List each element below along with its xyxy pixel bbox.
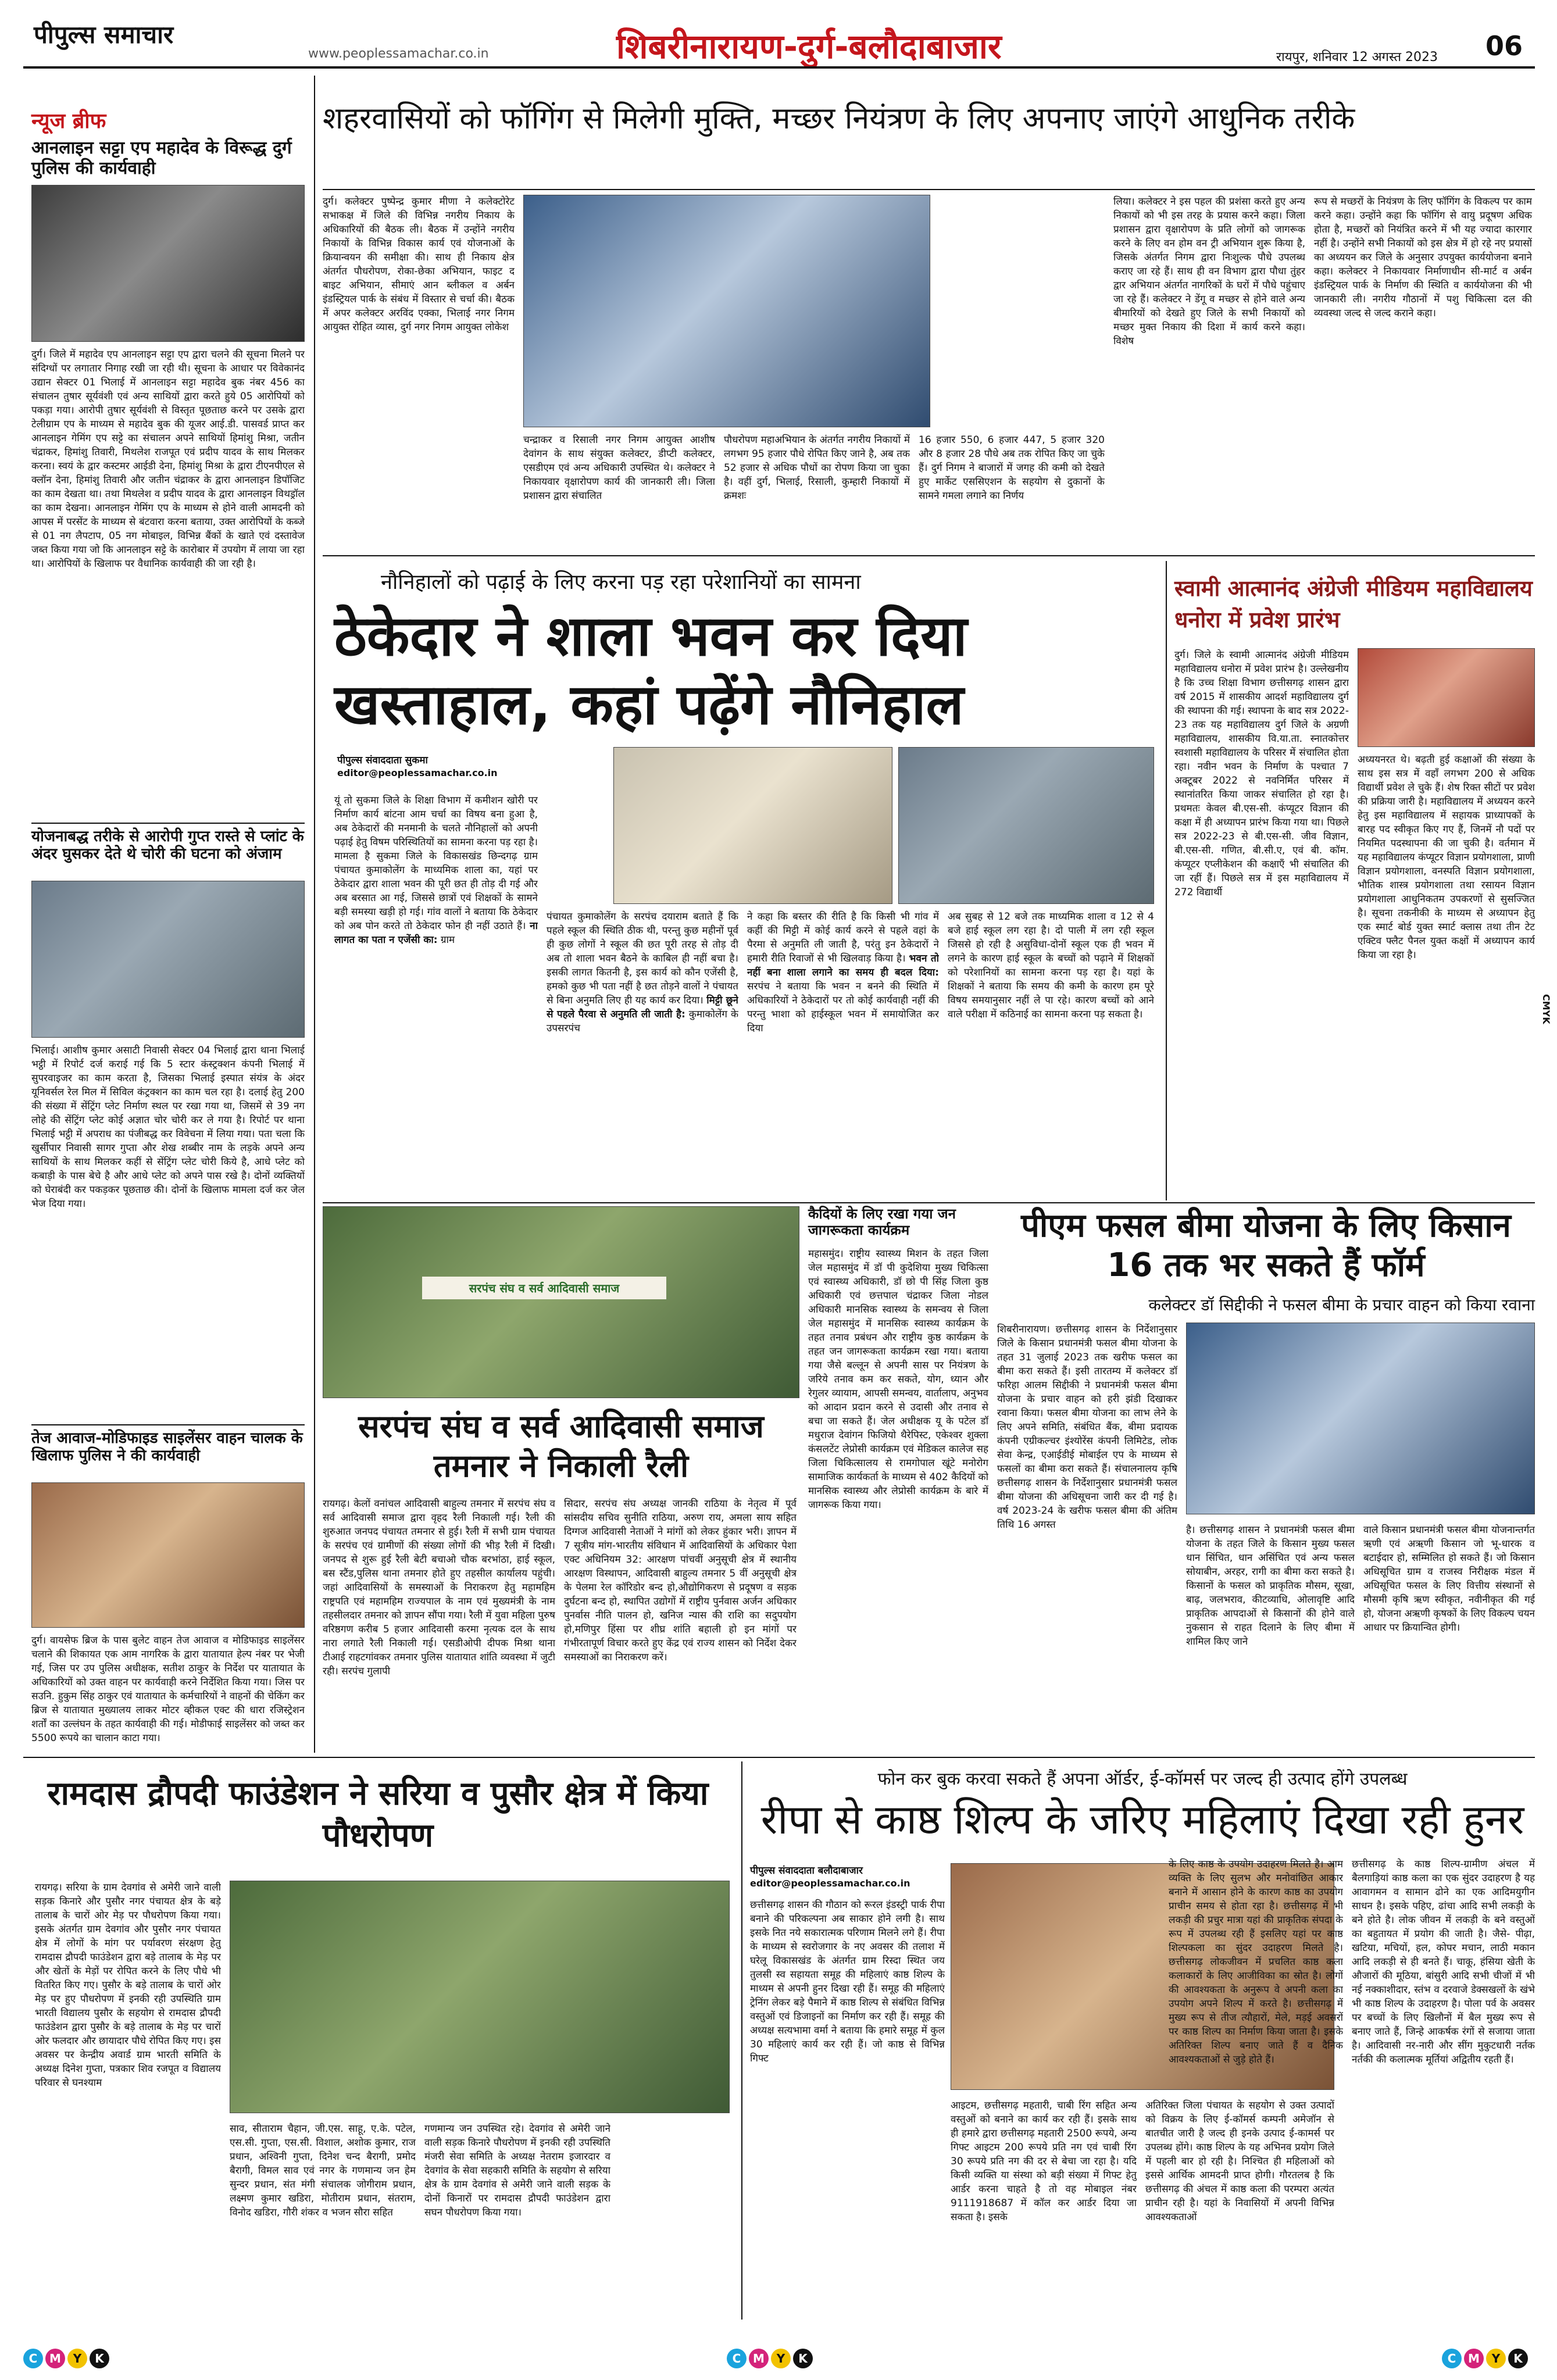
school-story-email[interactable]: editor@peoplessamachar.co.in — [337, 767, 498, 778]
crop-story-photo — [1186, 1323, 1535, 1514]
cmyk-c-dot: C — [1442, 2349, 1462, 2368]
cmyk-c-dot: C — [23, 2349, 43, 2368]
brief-3-photo — [31, 1482, 305, 1628]
top-story — [323, 78, 1535, 602]
craft-story-col-2: आइटम, छत्तीसगढ़ महतारी, चाबी रिंग सहित अन्य वस्तुओं को बनाने का कार्य कर रही हैं। इसके साथ ही हमारे द्वारा छत्तीसगढ़ महतारी 2500 रूपये, अन्य गिफ्ट आइटम 200 रूपये प्रति नग एवं चाबी रिंग 30 रूपये प्रति नग की दर से बेचा जा रहा है। यदि किसी व्यक्ति या संस्था को बड़ी संख्या में गिफ्ट हेतु आर्डर करना चाहते है तो वह मोबाइल नंबर 9111918687 में कॉल कर आर्डर दिया जा सकता है। इसके — [951, 2100, 1137, 2223]
crop-story — [997, 1206, 1535, 1753]
school-col-2-text: पंचायत कुमाकोलेंग के सरपंच दयाराम बताते हैं कि पहले स्कूल की स्थिति ठीक थी, परन्तु कुछ महीनों पूर्व ही कुछ लोगों ने स्कूल की छत पूरी तरह से तोड़ दी अब तो शाला भवन बैठने के काबिल ही नहीं बचा है। इसकी लागत कितनी है, इस कार्य को कौन एजेंसी है, हमको कुछ भी पता नहीं है छत तोड़ने वालों ने पंचायत से बिना अनुमति लिए ही यह कार्य कर दिया। — [547, 911, 738, 1006]
school-subbody-3: सरपंच ने बताया कि भवन न बनने की स्थिति में अधिकारियों ने ठेकेदारों पर तो कोई कार्यवाही नहीं की परन्तु भाशा को हाईस्कूल भवन में समायोजित कर दिया — [747, 981, 939, 1034]
college-story — [1174, 573, 1535, 1200]
school-story-col-2 — [547, 910, 738, 1166]
craft-story-byline: पीपुल्स संवाददाता बलौदाबाजार — [750, 1865, 863, 1877]
top-story-headline: शहरवासियों को फॉगिंग से मिलेगी मुक्ति, मच्छर नियंत्रण के लिए अपनाए जाएंगे आधुनिक तरीके — [323, 101, 1355, 136]
craft-story-headline: रीपा से काष्ठ शिल्प के जरिए महिलाएं दिखा रही हुनर — [760, 1796, 1524, 1843]
plantation-story — [23, 1761, 735, 2343]
school-col-3-text: ने कहा कि बस्तर की रीति है कि किसी भी गांव में कहीं की मिट्टी में कोई कार्य करने से पहले वहां के पैरमा से अनुमति ली जाती है, परंतु इन ठेकेदारों ने हमारी रीति रिवाजों से भी खिलवाड़ किया है। — [747, 911, 939, 964]
school-story-col-3 — [747, 910, 939, 1166]
brief-2-photo — [31, 881, 305, 1038]
plantation-story-headline: रामदास द्रौपदी फाउंडेशन ने सरिया व पुसौर क्षेत्र में किया पौधरोपण — [47, 1775, 709, 1854]
top-story-col-1: दुर्ग। कलेक्टर पुष्पेन्द्र कुमार मीणा ने कलेक्टोरेट सभाकक्ष में जिले की विभिन्न नगरीय निकाय के अधिकारियों की बैठक ली। बैठक में उन्होंने नगरीय निकायों के विभिन्न विकास कार्य एवं योजनाओं के क्रियान्वयन की समीक्षा की। साथ ही निकाय क्षेत्र अंतर्गत पौधरोपण, रोका-छेका अभियान, फाइट द बाइट अभियान, सीमाएं आन ब्लीकल व अर्बन इंडस्ट्रियल पार्क के संबंध में विस्तार से चर्चा की। बैठक में अपर कलेक्टर अरविंद एक्का, भिलाई नगर निगम आयुक्त रोहित व्यास, दुर्ग नगर निगम आयुक्त लोकेश — [323, 196, 515, 333]
health-story — [808, 1206, 988, 1753]
cmyk-c-dot: C — [727, 2349, 747, 2368]
craft-story-email[interactable]: editor@peoplessamachar.co.in — [750, 1878, 910, 1889]
cmyk-y-dot: Y — [67, 2349, 87, 2368]
health-story-headline: कैदियों के लिए रखा गया जन जागरूकता कार्यक्रम — [808, 1206, 956, 1238]
brief-2-headline: योजनाबद्ध तरीके से आरोपी गुप्त रास्ते से प्लांट के अंदर घुसकर देते थे चोरी की घटना को अंजाम — [31, 828, 304, 863]
masthead-rule — [23, 66, 1535, 69]
crop-story-col-2: है। छत्तीसगढ़ शासन ने प्रधानमंत्री फसल बीमा योजना के तहत जिले के किसान मुख्य फसल धान सिंचित, धान असिंचित एवं अन्य फसल सोयाबीन, अरहर, रागी का बीमा करा सकते है। किसानों के फसल को प्राकृतिक मौसम, सूखा, बाढ़, जलभराव, कीटव्याधि, ओलावृष्टि आदि प्राकृतिक आपदाओं से किसानों की होने वाले नुकसान से राहत दिलाने के लिए बीमा में शामिल किए जाने — [1186, 1524, 1355, 1648]
college-column-divider — [1166, 561, 1167, 1200]
side-cmyk-label: CMYK — [1541, 994, 1552, 1024]
school-story-photo-1 — [613, 747, 892, 904]
paper-logo — [34, 17, 185, 52]
school-subhead-3: भवन तो नहीं बना शाला लगाने का समय ही बदल दिया: — [747, 953, 939, 978]
brief-3-body: दुर्ग। वायसेफ ब्रिज के पास बुलेट वाहन तेज आवाज व मोडिफाइड साइलेंसर चलाने की शिकायत एक आम नागरिक के द्वारा यातायात हेल्प नंबर पर भेजी गई, जिस पर उप पुलिस अधीक्षक, सतीश ठाकुर के निर्देश पर यातायात के अधिकारियों को उक्त वाहन पर कार्यवाही करने निर्देशित किया गया। जिस पर सउनि. हुकुम सिंह ठाकुर एवं यातायात के कर्मचारियों ने वाहनों की चेकिंग कर ब्रिज से यातायात मुख्यालय लाकर मोटर व्हीकल एक्ट की धारा रजिस्ट्रेशन शर्तों का उल्लंघन के तहत कार्यवाही की गई। मोडीफाई साइलेंसर को जब्त कर 5500 रूपये का चालान काटा गया। — [31, 1635, 305, 1744]
plantation-story-col-1: रायगढ़। सरिया के ग्राम देवगांव से अमेरी जाने वाली सड़क किनारे और पुसौर नगर पंचायत क्षेत्र के बड़े तालाब के चारों ओर मेड़ पर पौधरोपण किया गया। इसके अंतर्गत ग्राम देवगांव और पुसौर नगर पंचायत क्षेत्र में लोगों के मांग पर पर्यावरण संरक्षण हेतु रामदास द्रौपदी फाउंडेशन द्वारा बड़े तालाब के मेड़ पर और खेतों के मेड़ों पर रोपित करने के लिए पौधे भी वितरित किए गए। पुसौर के बड़े तालाब के चारों ओर मेड़ पर हुए पौधरोपण में इनकी रही उपस्थिति ग्राम भारती विद्यालय पुसौर के सहयोग से रामदास द्रौपदी फाउंडेशन द्वारा पुसौर के बड़े तालाब के मेड़ पर चारों ओर फलदार और छायादार पौधे रोपित किए गए। इस अवसर पर केन्द्रीय अवार्ड ग्राम भारती समिति के अध्यक्ष दिनेश गुप्ता, पत्रकार शिव रजपूत व विद्यालय परिवार से घनश्याम — [35, 1882, 221, 2089]
rally-photo — [323, 1206, 799, 1398]
school-story-byline: पीपुल्स संवाददाता सुकमा — [337, 755, 428, 766]
rally-banner: सरपंच संघ व सर्व आदिवासी समाज — [422, 1277, 666, 1299]
cmyk-k-dot: K — [793, 2349, 813, 2368]
rally-story-col-1: रायगढ़। केलों वनांचल आदिवासी बाहुल्य तमनार में सरपंच संघ व सर्व आदिवासी समाज द्वारा वृहद रैली निकाली गई। रैली की शुरुआत जनपद पंचायत तमनार से हुई। रैली में सभी ग्राम पंचायत के सरपंच एवं ग्रामीणों की संख्या लोगों की भीड़ रैली में दिखी। जनपद से शुरू हुई रैली बेटी बचाओ चौक बरभांठा, हाई स्कूल, बस स्टैंड,पुलिस थाना तमनार होते हुए तहसील कार्यालय पहुंची। जहां आदिवासियों के समस्याओं के निराकरण हेतु महामहिम राष्ट्रपति एवं महामहिम राज्यपाल के नाम एवं मुख्यमंत्री के नाम तहसीलदार तमनार को ज्ञापन सौंपा गया। रैली में युवा महिला पुरुष वरिष्ठगण करीब 5 हजार आदिवासी करमा नृत्यक दल के साथ नारा लगाते रैली निकाली गई। एसडीओपी दीपक मिश्रा थाना टीआई राहटगांवकर तमनार पुलिस यातायात शांति व्यवस्था में जुटी रही। सरपंच गुलापी — [323, 1498, 555, 1677]
school-story-photo-2 — [898, 747, 1154, 904]
cmyk-k-dot: K — [90, 2349, 109, 2368]
craft-story-kicker: फोन कर बुक करवा सकते हैं अपना ऑर्डर, ई-कॉमर्स पर जल्द ही उत्पाद होंगे उपलब्ध — [877, 1769, 1408, 1789]
school-subbody-1: ग्राम — [441, 934, 455, 946]
brief-1-body: दुर्ग। जिले में महादेव एप आनलाइन सट्टा एप द्वारा चलने की सूचना मिलने पर संदिग्धों पर लगातार निगाह रखी जा रही थी। सूचना के आधार पर विवेकानंद उद्यान सेक्टर 01 भिलाई में आनलाइन सट्टा महादेव बुक नंबर 456 का संचालन तुषार सूर्यवंशी एवं अन्य साथियों द्वारा करते हुये 05 आरोपियों को पकड़ा गया। आरोपी तुषार सूर्यवंशी से विस्तृत पूछताछ करने पर उसके द्वारा टेलीग्राम एप के माध्यम से महादेव बुक की यूजर आई.डी. पासवर्ड प्राप्त कर आनलाइन गेमिंग एप सट्टे का संचालन अपने साथियों हिमांशु मिश्रा, जतीन चंद्राकर, हिमांशु तिवारी, मिथलेश राजपूत एवं प्रदीप यादव के साथ मिलकर करना। स्वयं के द्वार कस्टमर आईडी देना, हिमांशु मिश्रा के द्वारा टीएनपीएल से क्लॉन देना, हिमांशु तिवारी और जतीन चंद्राकर के द्वारा आनलाइन डिपॉजिट का काम देखता था। तथा मिथलेश व प्रदीप यादव के द्वारा आनलाइन विथड्रॉल का काम देखना। आनलाइन गेमिंग एप के माध्यम से होने वाली आमदनी को आपस में परसेंट के माध्यम से बंटवारा करना बताया, उक्त आरोपियों के कब्जे से 01 नग लैपटाप, 05 नग मोबाइल, विभिन्न बैंकों के खाते एवं दस्तावेज जब्त किया गया जो कि आनलाइन सट्टे के कारोबार में उपयोग में लाया जा रहा था। आरोपियों के खिलाफ पर वैधानिक कार्यवाही की जा रही है। — [31, 349, 305, 570]
plantation-story-col-2: साव, सीताराम चैहान, जी.एस. साहू, ए.के. पटेल, एस.सी. गुप्ता, एस.सी. विशाल, अशोक कुमार, राज प्रधान, अश्विनी गुप्ता, दिनेश चन्द बैरागी, प्रमोद बैरागी, विमल साव एवं नगर के गणमान्य जन हेम सुन्दर प्रधान, संत मंगी संचालक जोगीराम प्रधान, लक्ष्मण कुमार खडिरा, मोतीराम प्रधान, संतराम, विनोद खडिरा, गौरी शंकर व भजन सौरा सहित — [230, 2123, 416, 2218]
plantation-photo — [230, 1881, 730, 2113]
plantation-story-col-3: गणमान्य जन उपस्थित रहे। देवगांव से अमेरी जाने वाली सड़क किनारे पौधरोपण में इनकी रही उपस्थिति मंजरी सेवा समिति के अध्यक्ष नेतराम इजारदार व देवगांव के सेवा सहकारी समिति के सहयोग से सरिया क्षेत्र के ग्राम देवगांव से अमेरी जाने वाली सड़क के दोनों किनारों पर रामदास द्रौपदी फाउंडेशन द्वारा सघन पौधरोपण किया गया। — [424, 2123, 610, 2218]
cmyk-group-right — [1442, 2349, 1530, 2368]
news-brief-label: न्यूज ब्रीफ — [31, 109, 106, 133]
brief-1-photo — [31, 185, 305, 342]
crop-story-subhead: कलेक्टर डॉ सिद्दीकी ने फसल बीमा के प्रचार वाहन को किया रवाना — [1148, 1295, 1535, 1314]
crop-story-col-1: शिबरीनारायण। छत्तीसगढ़ शासन के निर्देशानुसार जिले के किसान प्रधानमंत्री फसल बीमा योजना के तहत 31 जुलाई 2023 तक खरीफ फसल का बीमा करा सकते हैं। इसी तारतम्य में कलेक्टर डॉ फरिहा आलम सिद्दीकी ने प्रधानमंत्री फसल बीमा योजना के प्रचार वाहन को हरी झंडी दिखाकर रवाना किया। फसल बीमा योजना का लाभ लेने के लिए अपने समिति, संबंधित बैंक, बीमा प्रदायक कंपनी एग्रीकल्चर इंश्योरेंस कंपनी लिमिटेड, लोक सेवा केन्द्र, एआईडीई मोबाईल एप के माध्यम से फसलों का बीमा करा सकते हैं। संचालनालय कृषि छत्तीसगढ़ शासन के निर्देशानुसार प्रधानमंत्री फसल बीमा योजना की अधिसूचना जारी कर दी गई है। वर्ष 2023-24 के खरीफ फसल बीमा की अंतिम तिथि 16 अगस्त — [997, 1324, 1177, 1531]
college-story-headline: स्वामी आत्मानंद अंग्रेजी मीडियम महाविद्यालय धनोरा में प्रवेश प्रारंभ — [1174, 576, 1533, 632]
college-story-photo — [1358, 648, 1535, 747]
top-story-col-5: लिया। कलेक्टर ने इस पहल की प्रशंसा करते हुए अन्य निकायों को भी इस तरह के प्रयास करने कहा। जिला प्रशासन द्वारा वृक्षारोपण के प्रति लोगों को जागरूक करने के लिए वन होम वन ट्री अभियान शुरू किया है, जिसके अंतर्गत निगम द्वारा निःशुल्क पौधे उपलब्ध कराए जा रहे हैं। साथ ही वन विभाग द्वारा पौधा तुंहर द्वार अभियान अंतर्गत नागरिकों के घरों में पौधे पहुंचाए जा रहे हैं। कलेक्टर ने डेंगू व मच्छर से होने वाले अन्य बीमारियों को देखते हुए जिले के सभी निकायों को मच्छर मुक्त निकाय की दिशा में कार्य करने कहा। विशेष — [1113, 196, 1305, 347]
cmyk-y-dot: Y — [771, 2349, 791, 2368]
cmyk-m-dot: M — [1464, 2349, 1484, 2368]
bottom-band-rule — [23, 1757, 1535, 1758]
college-story-col-2: अध्ययनरत थे। बढ़ती हुई कक्षाओं की संख्या के साथ इस सत्र में वहाँ लगभग 200 से अधिक विद्यार्थी प्रवेश ले चुके हैं। शेष रिक्त सीटों पर प्रवेश की प्रक्रिया जारी है। महाविद्यालय में अध्ययन करने हेतु इस महाविद्यालय में सहायक प्राध्यापकों के बारह पद स्वीकृत किए गए हैं, जिनमें नौ पदों पर नियमित पदस्थापना की जा चुकी है। वर्तमान में यह महाविद्यालय कंप्यूटर विज्ञान प्रयोगशाला, प्राणी विज्ञान प्रयोगशाला, वनस्पति विज्ञान प्रयोगशाला, भौतिक शास्त्र प्रयोगशाला तथा रसायन विज्ञान प्रयोगशाला आधुनिकतम उपकरणों से सुसज्जित है। सूचना तकनीकी के माध्यम से अध्यापन हेतु एक स्मार्ट बोर्ड युक्त स्मार्ट क्लास तथा तीन टेट एक्टिव फ्लैट पैनल युक्त कक्षों में अध्यापन कार्य किया जा रहा है। — [1358, 754, 1535, 961]
top-story-rule — [323, 189, 1535, 190]
page-number: 06 — [1485, 30, 1523, 62]
health-story-body: महासमुंद। राष्ट्रीय स्वास्थ्य मिशन के तहत जिला जेल महासमुंद में डॉ पी कुदेशिया मुख्य चिकित्सा एवं स्वास्थ्य अधिकारी, डॉ छो पी सिंह जिला कुष्ठ अधिकारी एवं छत्तपाल चंद्राकर जिला नोडल अधिकारी मानसिक स्वास्थ्य के समन्वय से जिला जेल महासमुंद में मानसिक स्वास्थ्य कार्यक्रम के तहत तनाव प्रबंधन और राष्ट्रीय कुष्ठ कार्यक्रम के तहत जन जागरूकता कार्यक्रम रखा गया। बताया गया जैसे बल्लून से अपनी सास पर नियंत्रण के जरिये तनाव कम कर सकते, योग, ध्यान और रेगुलर व्यायाम, आपसी समन्वय, वार्तालाप, अनुभव को आदान प्रदान करने से उदासी और तनाव से बचा जा सकते हैं। जेल अधीक्षक यू के पटेल डॉ मधुराज देवांगन फिजियो थैरेपिस्ट, एकेश्वर शुक्ला कंसलटेंट लेप्रोसी कार्यक्रम एवं मेडिकल कालेज सह जिला चिकित्सालय से रामगोपाल खूंटे मनोरोग सामाजिक कार्यकर्ता के माध्यम से 402 कैदियों को मानसिक स्वास्थ्य और लेप्रोसी कार्यक्रम के बारे में जागरूक किया गया। — [808, 1248, 988, 1511]
cmyk-k-dot: K — [1508, 2349, 1528, 2368]
crop-story-col-3: वाले किसान प्रधानमंत्री फसल बीमा योजनान्तर्गत ऋणी एवं अऋणी किसान जो भू-धारक व बटाईदार हो, सम्मिलित हो सकते हैं। जो किसान अधिसूचित ग्राम व राजस्व निरीक्षक मंडल में अधिसूचित फसल के लिए वित्तीय संस्थानों से मौसमी कृषि ऋण स्वीकृत, नवीनीकृत की गई हो, योजना अऋणी कृषकों के लिए विकल्प चयन आधार पर क्रियान्वित होगी। — [1363, 1524, 1535, 1634]
brief-2-body: भिलाई। आशीष कुमार असाटी निवासी सेक्टर 04 भिलाई द्वारा थाना भिलाई भट्ठी में रिपोर्ट दर्ज कराई गई कि 5 स्टार कंस्ट्रक्शन कंपनी भिलाई में सुपरवाइजर का काम करता है, जिसका भिलाई इस्पात संयंत्र के अंदर यूनिवर्सल रेल मिल में सिविल कंट्रक्शन का काम चल रहा है। दलाई हेतु 200 की संख्या में सेंट्रिंग प्लेट निर्माण स्थल पर रखा गया था, जिसमें से 39 नग लोहे की सेंट्रिंग प्लेट कोई अज्ञात चोर चोरी कर ले गया है। रिपोर्ट पर थाना भिलाई भट्ठी में अपराध का पंजीबद्ध कर विवेचना में लिया गया। पता चला कि खुर्सीपार निवासी सागर गुप्ता और शेख शब्बीर नाम के लड़के अपने अन्य साथियों के साथ मिलकर कहीं से सेंट्रिंग प्लेट चोरी किये है, आधे प्लेट को कबाड़ी के पास बेचे है और आधे प्लेट को अपने पास रखे है। दोनों व्यक्तियों को घेराबंदी कर पकड़कर पूछताछ की। दोनों के खिलाफ मामला दर्ज कर जेल भेज दिया गया। — [31, 1045, 305, 1210]
craft-story-col-4-block: के लिए काष्ठ के उपयोग उदाहरण मिलते है। आम व्यक्ति के लिए सुलभ और मनोवांछित आकार बनाने में आसान होने के कारण काष्ठ का उपयोग प्राचीन समय से होता रहा है। छत्तीसगढ़ में भी लकड़ी की प्रचुर मात्रा यहां की प्राकृतिक संपदा के रूप में उपलब्ध रही हैं इसलिए यहां पर काष्ठ शिल्पकला का सुंदर उदाहरण मिलते है। छत्तीसगढ़ लोकजीवन में प्रचलित काष्ठ कला कलाकारों के लिए आजीविका का स्रोत है। लोगों की आवश्यकता के अनुरूप वे अपनी कला का उपयोग अपने शिल्प में करते है। छत्तीसगढ़ में मुख्य रूप से तीज त्यौहारों, मेले, मड़ई अवसरों पर काष्ठ शिल्प का निर्माण किया जाता है। इसके अतिरिक्त शिल्प बनाए जाते हैं व दैनिक आवश्यकताओं से जुड़े होते हैं। — [1169, 1859, 1343, 2065]
brief-3-headline: तेज आवाज-मोडिफाइड साइलेंसर वाहन चालक के खिलाफ पुलिस ने की कार्यवाही — [31, 1430, 303, 1464]
brief-divider-1 — [31, 823, 305, 824]
paper-name: पीपुल्स समाचार — [34, 20, 174, 49]
school-subhead-2: मिट्टी छूने से पहले पैरवा से अनुमति ली जाती है: — [547, 995, 738, 1020]
school-story-headline: ठेकेदार ने शाला भवन कर दिया खस्ताहाल, कहां पढ़ेंगे नौनिहाल — [334, 603, 967, 737]
school-story-col-1 — [334, 794, 538, 1166]
rally-story-headline: सरपंच संघ व सर्व आदिवासी समाज तमनार ने निकाली रैली — [358, 1408, 764, 1484]
bottom-column-divider — [741, 1761, 742, 2320]
school-subhead-1: ना लागत का पता न एजेंसी का: — [334, 920, 538, 946]
school-story-col-4: अब सुबह से 12 बजे तक माध्यमिक शाला व 12 से 4 बजे हाई स्कूल लग रहा है। दो पाली में लग रही स्कूल जिससे हो रही है असुविधा-दोनों स्कूल एक ही भवन में लगने के कारण हाई स्कूल के बच्चों को पढ़ाने में शिक्षकों को परेशानियों का सामना करना पड़ रहा है। यहां के शिक्षकों ने बताया कि समय की कमी के कारण हम पूरे विषय समयानुसार नहीं ले पा रहे। कारण बच्चों को आने वाले परीक्षा में कठिनाई का सामना करना पड़ सकता है। — [948, 911, 1154, 1020]
middle-band-rule — [323, 1202, 1535, 1203]
craft-story-col-1: छत्तीसगढ़ शासन की गौठान को रूरल इंडस्ट्री पार्क रीपा बनाने की परिकल्पना अब साकार होने लगी है। साथ इसके नित नये सकारात्मक परिणाम मिलने लगे हैं। रीपा के माध्यम से स्वरोजगार के नए अवसर की तलाश में घरेलू विकासखंड के अंतर्गत ग्राम रिस्दा स्थित जय तुलसी स्व सहायता समूह की महिलाएं काष्ठ शिल्प के माध्यम से अपनी हुनर दिखा रही हैं। समूह की महिलाएं ट्रेनिंग लेकर बड़े पैमाने में काष्ठ शिल्प से संबंधित विभिन्न वस्तुओं एवं डिजाइनों का निर्माण कर रही हैं। समूह की अध्यक्ष सत्यभामा वर्मा ने बताया कि हमारे समूह में कुल 30 महिलाएं कार्य कर रही हैं। जो काष्ठ से विभिन्न गिफ्ट — [750, 1899, 945, 2064]
crop-story-headline: पीएम फसल बीमा योजना के लिए किसान 16 तक भर सकते हैं फॉर्म — [1021, 1207, 1511, 1284]
school-story — [323, 561, 1160, 1200]
school-subbody-2: कुमाकोलेंग के उपसरपंच — [547, 1009, 738, 1034]
top-story-col-3: पौधरोपण महाअभियान के अंतर्गत नगरीय निकायों में लगभग 95 हजार पौधे रोपित किए जाने है, अब तक 52 हजार से अधिक पौधों का रोपण किया जा चुका है। वहीं दुर्ग, भिलाई, रिसाली, कुम्हारी निकायों में क्रमशः — [724, 434, 910, 502]
top-story-bottom-rule — [323, 555, 1535, 556]
top-story-col-4: 16 हजार 550, 6 हजार 447, 5 हजार 320 और 8 हजार 28 पौधे अब तक रोपित किए जा चुके हैं। दुर्ग निगम ने बाजारों में जगह की कमी को देखते हुए मार्केट एससिएशन के सहयोग से दुकानों के सामने गमला लगाने का निर्णय — [919, 434, 1105, 502]
masthead — [0, 0, 1557, 69]
news-brief-column — [23, 76, 308, 1820]
craft-story-col-5: छत्तीसगढ़ के काष्ठ शिल्प-ग्रामीण अंचल में बैलगाड़ियां काष्ठ कला का एक सुंदर उदाहरण है यह आवागमन व सामान ढोने का एक आदिमयुगीन साधन है। इसके पहिए, ढांचा आदि सभी लकड़ी के बने होते है। लोक जीवन में लकड़ी के बने वस्तुओं का बहुतायत में प्रयोग की जाती है। जैसे- पीढ़ा, खटिया, मचियों, हल, कोपर मचान, लाठी मकान आदि लकड़ी से ही बनते हैं। चाकू, हंसिया खेती के औजारों की मूठिया, बांसुरी आदि सभी चीजों में भी नई नक्काशीदार, स्तंभ व दरवाजे डेक्सखलों के खंभे भी काष्ठ शिल्प के उदाहरण है। पोला पर्व के अवसर पर बच्चों के लिए खिलौनों में बैल मुख्य रूप से बनाए जाते हैं, जिन्हे आकर्षक रंगों से सजाया जाता है। आदिवासी नर-नारी और सींग मुकुटधारी नर्तक नर्तकी की कलात्मक मूर्तियां अद्वितीय रहती हैं। — [1352, 1859, 1535, 2065]
craft-story-col-3: अतिरिक्त जिला पंचायत के सहयोग से उक्त उत्पादों को विक्रय के लिए ई-कॉमर्स कम्पनी अमेजॉन से बातचीत जारी है जल्द ही इनके उत्पाद ई-कामर्स पर उपलब्ध होंगे। काष्ठ शिल्प के यह अभिनव प्रयोग जिले में पहली बार हो रही है। निश्चित ही महिलाओं को इससे आर्थिक आमदनी प्राप्त होगी। गौरतलब है कि छत्तीसगढ़ की अंचल में काष्ठ कला की परम्परा अत्यंत प्राचीन रही है। यहां के निवासियों में अपनी विभिन्न आवश्यकताओं — [1145, 2100, 1334, 2223]
site-url[interactable]: www.peoplessamachar.co.in — [308, 47, 489, 61]
brief-divider-2 — [31, 1424, 305, 1425]
cmyk-group-left — [23, 2349, 112, 2368]
footer-cmyk-marks — [23, 2349, 1535, 2374]
cmyk-group-center — [727, 2349, 815, 2368]
rally-story — [323, 1206, 799, 1753]
brief-1-headline: आनलाइन सट्टा एप महादेव के विरूद्ध दुर्ग पुलिस की कार्यवाही — [31, 138, 292, 178]
top-story-col-6: रूप से मच्छरों के नियंत्रण के लिए फॉगिंग के विकल्प पर काम करने कहा। उन्होंने कहा कि फॉगिंग से वायु प्रदूषण अधिक होता है, मच्छरों को नियंत्रित करने में भी यह ज्यादा कारगार नहीं है। उन्होंने सभी निकायों को इस क्षेत्र में हो रहे नए प्रयासों का अध्ययन कर जिले के अनुसार उपयुक्त कार्ययोजना बनाने कहा। कलेक्टर ने निकायवार निर्माणाधीन सी-मार्ट व अर्बन इंडस्ट्रियल पार्क के निर्माण की स्थिति व कार्ययोजना की भी जानकारी ली। नगरीय गौठानों में पशु चिकित्सा दल की व्यवस्था जल्द से जल्द कराने कहा। — [1314, 196, 1532, 319]
top-story-photo — [523, 195, 930, 427]
school-story-kicker: नौनिहालों को पढ़ाई के लिए करना पड़ रहा परेशानियों का सामना — [381, 570, 861, 594]
dateline: रायपुर, शनिवार 12 अगस्त 2023 — [1276, 50, 1438, 65]
cmyk-m-dot: M — [45, 2349, 65, 2368]
top-story-col-2: चन्द्राकर व रिसाली नगर निगम आयुक्त आशीष देवांगन के साथ संयुक्त कलेक्टर, डीप्टी कलेक्टर, एसडीएम एवं अन्य अधिकारी उपस्थित थे। कलेक्टर ने निकायवार वृक्षारोपण कार्य की जानकारी ली। जिला प्रशासन द्वारा संचालित — [523, 434, 715, 502]
left-column-divider — [314, 76, 315, 1753]
school-col-1-text: यूं तो सुकमा जिले के शिक्षा विभाग में कमीशन खोरी पर निर्माण कार्य बांटना आम चर्चा का विषय बना हुआ है, अब ठेकेदारों की मनमानी के चलते नौनिहालों को अपनी पढ़ाई हेतु विषम परिस्थितियों का सामना करना पड़ रहा है। मामला है सुकमा जिले के विकासखंड छिन्दगढ़ ग्राम पंचायत कुमाकोलेंग के माध्यमिक शाला का, यहां पर ठेकेदार द्वारा शाला भवन की पूरी छत ही तोड़ दी गई और अब बरसात आ गई, जिससे छात्रों एवं शिक्षकों के सामने बड़ी समस्या खड़ी हो गई। गांव वालों ने बताया कि ठेकेदार को अब पोन करते तो ठेकेदार फोन ही नहीं उठाते हैं। — [334, 795, 538, 932]
rally-story-col-2: सिदार, सरपंच संघ अध्यक्ष जानकी राठिया के नेतृत्व में पूर्व सांसदीय सचिव सुनीति राठिया, अरुण राय, अमला साय सहित दिग्गज आदिवासी नेताओं ने मांगों को लेकर हुंकार भरी। ज्ञापन में 7 सूत्रीय मांग-भारतीय संविधान में आदिवासियों के अधिकार पेशा एक्ट अधिनियम 32: आरक्षण पांचवीं अनुसूची क्षेत्र में स्थानीय आरक्षण विस्थापन, आदिवासी बाहुल्य तमनार 5 वीं अनुसूची क्षेत्र के पेलमा रेल कॉरिडोर बन्द हो,औद्योगिकरण से प्रदूषण व सड़क दुर्घटना बन्द हो, स्थापित उद्योगों में राष्ट्रीय पुर्नवास अर्जन अधिकार पुनर्वास नीति पालन हो, खनिज न्यास की राशि का सदुपयोग हो,मणिपुर हिंसा पर शीघ्र शांति बहाली हो इन मांगों पर गंभीरतापूर्ण विचार करते हुए केंद्र एवं राज्य शासन को निर्देश देकर समस्याओं का निराकरण करें। — [564, 1498, 797, 1663]
cmyk-y-dot: Y — [1486, 2349, 1506, 2368]
college-story-col-1: दुर्ग। जिले के स्वामी आत्मानंद अंग्रेजी मीडियम महाविद्यालय धनोरा में प्रवेश प्रारंभ है। उल्लेखनीय है कि उच्च शिक्षा विभाग छत्तीसगढ़ शासन द्वारा वर्ष 2015 में शासकीय आदर्श महाविद्यालय दुर्ग की स्थापना की गई। स्थापना के बाद सत्र 2022-23 तक यह महाविद्यालय दुर्ग जिले के अग्रणी महाविद्यालय, शासकीय वि.या.ता. स्नातकोत्तर स्वशासी महाविद्यालय के परिसर में संचालित होता रहा। नवीन भवन के निर्माण के पश्चात 7 अक्टूबर 2022 से नवनिर्मित परिसर में स्थानांतरित किया जाकर संचालित हो रहा है। प्रथमतः केवल बी.एस-सी. कंप्यूटर विज्ञान की कक्षा में ही अध्यापन प्रारंभ किया गया था। पिछले सत्र 2022-23 से बी.एस-सी. जीव विज्ञान, बी.एस-सी. गणित, बी.सी.ए, एवं बी. कॉम. कंप्यूटर एप्लीकेशन की कक्षाएँ भी संचालित की जा रहीं हैं। पिछले सत्र में इस महाविद्यालय में 272 विद्यार्थी — [1174, 649, 1349, 898]
edition-title: शिबरीनारायण-दुर्ग-बलौदाबाजार — [616, 27, 1002, 66]
cmyk-m-dot: M — [749, 2349, 769, 2368]
